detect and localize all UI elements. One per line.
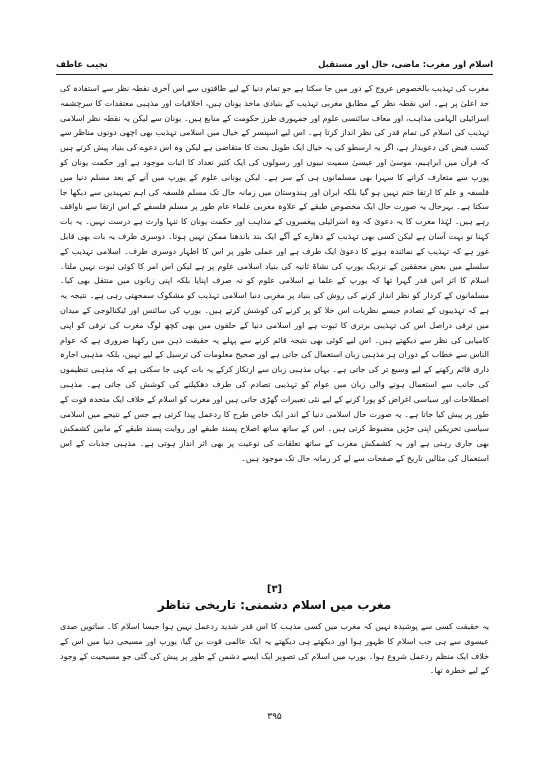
section-number: [۳] xyxy=(266,584,283,595)
author-name: نجیب عاطف xyxy=(56,60,108,70)
paragraph: مغرب کی تہذیب بالخصوص عروج کے دور میں جا سکتا ہے جو تمام دنیا کے لیے طاقتوں سے اس آخری نقطہ نظر سے استفادہ کی حد اعلیٰ پر ہے۔ اس نقطہ نظر کے مطابق مغربی تہذیب کے بنیادی ماخذ یونان ہیں، اخلاقیات اور مذہبی معتقدات کا سرچشمہ اسرائیلی الہامی مذاہب، اور معاف سائنسی علوم اور جمہوری طرز حکومت کے منابع ہیں۔ یونان سے لیکن یہ نقطہ نظر اسلامی تہذیب کی اسلام کی تمام قدر کی نظر انداز کرتا ہے۔ اس لیے اسپنسر کے خیال میں اسلامی تہذیب بھی اچھی دونوں مناظر سے کسب فیض کی دعویدار ہے، اگر یہ ارسطو کی یہ خیال ایک طویل بحث کا متقاضی ہے لیکن وہ اس دعوے کی بنیاد پیش کرتے ہیں کہ قرآن میں ابراہیم، موسیٰ اور عیسیٰ سمیت نبیوں اور رسولوں کی ایک کثیر تعداد کا اثبات موجود ہے اور حکمت یونان کو یورپ سے متعارف کرانے کا سہرا بھی مسلمانوں ہی کے سر ہے۔ لیکن یونانی علوم کے یورپ میں آنے کے بعد مسلم دنیا میں فلسفہ و علم کا ارتقا ختم نہیں ہو گیا بلکہ ایران اور ہندوستان میں زمانہ حال تک مسلم فلسفہ کی اہم تمہیدیں سے دیکھا جا سکتا ہے۔ بہرحال یہ صورت حال ایک مخصوص طبقے کے علاوہ مغربی علماء عام طور پر مسلم فلسفے کے اس ارتقا سے ناواقف رہے ہیں۔ لہٰذا مغرب کا یہ دعویٰ کہ وہ اسرائیلی پیغمبروں کے مذاہب اور حکمت یونان کا تنہا وارث ہے درست نہیں۔ یہ بات کہنا تو بہت آسان ہے لیکن کسی بھی تہذیب کے دھارے کے آگے ایک بند باندھنا ممکن نہیں ہوتا۔ دوسری طرف یہ بات بھی قابل غور ہے کہ تہذیب کے نمائندہ ہونے کا دعویٰ ایک طرف ہے اور عملی طور پر اس کا اظہار دوسری طرف۔ اسلامی تہذیب کے سلسلے میں بعض محققین کے نزدیک یورپ کی نشاۃ ثانیہ کی بنیاد اسلامی علوم پر ہے لیکن اس امر کا کوئی ثبوت نہیں ملتا۔ اسلام کا اثر اس قدر گہرا تھا کہ یورپ کے علما نے اسلامی علوم کو نہ صرف اپنایا بلکہ اپنی زبانوں میں منتقل بھی کیا۔ مسلمانوں کے کردار کو نظر انداز کرنے کی روش کی بنیاد پر مغربی دنیا اسلامی تہذیب کو مشکوک سمجھتی رہی ہے۔ نتیجہ یہ ہے کہ تہذیبوں کے تصادم جیسے نظریات اس خلا کو پر کرنے کی کوشش کرتے ہیں۔ یورپ کی سائنس اور ٹیکنالوجی کے میدان میں ترقی دراصل اس کی تہذیبی برتری کا ثبوت ہے اور اسلامی دنیا کے حلقوں میں بھی کچھ لوگ مغرب کی ترقی کو اپنی کامیابی کی نظر سے دیکھتے ہیں۔ اس لیے کوئی بھی نتیجہ قائم کرنے سے پہلے یہ حقیقت ذہن میں رکھنا ضروری ہے کہ عوام الناس سے خطاب کے دوران ہر مذہبی زبان استعمال کی جاتی ہے اور صحیح معلومات کی ترسیل کے لیے نہیں، بلکہ مذہبی اجارہ داری قائم رکھنے کے لیے وسیع تر کی جاتی ہے۔ یہاں مذہبی زبان سے ارتکاز کرکے یہ بات کہی جا سکتی ہے کہ مذہبی تنظیموں کی جانب سے استعمال ہونے والی زبان میں عوام کو تہذیبی تصادم کی طرف دھکیلنے کی کوشش کی جاتی ہے۔ مذہبی اصطلاحات اور سیاسی اغراض کو پورا کرنے کے لیے نئی تعبیرات گھڑی جاتی ہیں اور مغرب کو اسلام کے خلاف ایک متحدہ قوت کے طور پر پیش کیا جاتا ہے۔ یہ صورت حال اسلامی دنیا کے اندر ایک خاص طرح کا ردعمل پیدا کرتی ہے جس کے نتیجے میں اسلامی سیاسی تحریکیں اپنی جڑیں مضبوط کرتی ہیں۔ اس کے ساتھ ساتھ اصلاح پسند طبقے اور روایت پسند طبقے کے مابین کشمکش بھی جاری رہتی ہے اور یہ کشمکش مغرب کے ساتھ تعلقات کی نوعیت پر بھی اثر انداز ہوتی ہے۔ مذہبی جذبات کے اس استعمال کی مثالیں تاریخ کے صفحات سے لے کر زمانہ حال تک موجود ہیں۔ xyxy=(60,84,489,463)
paragraph: یہ حقیقت کسی سے پوشیدہ نہیں کہ مغرب میں کسی مذہب کا اس قدر شدید ردعمل نہیں ہوا جیسا اسلام کا۔ ساتویں صدی عیسوی سے ہی جب اسلام کا ظہور ہوا اور دیکھتے ہی دیکھتے یہ ایک عالمی قوت بن گیا، یورپ اور مسیحی دنیا میں اس کے خلاف ایک منظم ردعمل شروع ہوا۔ یورپ میں اسلام کی تصویر ایک ایسے دشمن کے طور پر پیش کی گئی جو مسیحیت کے وجود کے لیے خطرہ تھا۔ xyxy=(60,622,489,676)
page-number: ۳۹۵ xyxy=(267,712,282,722)
book-title: اسلام اور مغرب: ماضی، حال اور مستقبل xyxy=(318,60,493,70)
running-header xyxy=(56,58,493,74)
section-title: مغرب میں اسلام دشمنی: تاریخی تناظر xyxy=(157,598,392,612)
header-rule xyxy=(56,74,493,75)
main-text xyxy=(60,82,489,467)
